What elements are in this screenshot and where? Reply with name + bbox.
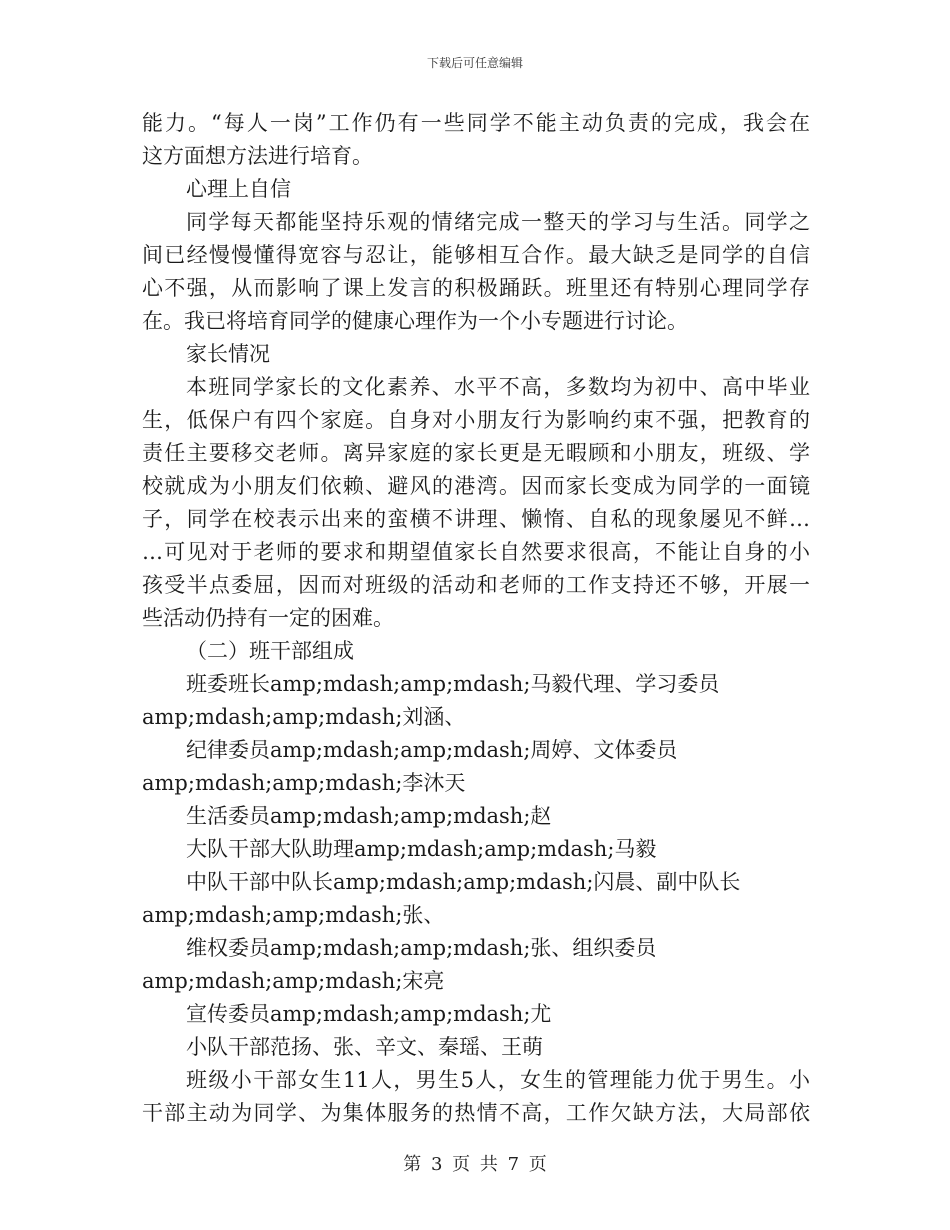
page-number: 第 3 页 共 7 页	[403, 1154, 547, 1175]
text-line: 宣传委员amp;mdash;amp;mdash;尤	[186, 1002, 552, 1026]
text-line: 在。我已将培育同学的健康心理作为一个小专题进行讨论。	[142, 309, 688, 333]
text-line: 能力。“每人一岗”工作仍有一些同学不能主动负责的完成，我会在	[142, 111, 810, 135]
text-line: amp;mdash;amp;mdash;宋亮	[142, 969, 445, 993]
text-line: 维权委员amp;mdash;amp;mdash;张、组织委员	[186, 936, 657, 960]
text-line: 责任主要移交老师。离异家庭的家长更是无暇顾和小朋友，班级、学	[142, 441, 810, 465]
text-line: 这方面想方法进行培育。	[142, 144, 373, 168]
text-line: 本班同学家长的文化素养、水平不高，多数均为初中、高中毕业	[186, 375, 810, 399]
text-line: 班委班长amp;mdash;amp;mdash;马毅代理、学习委员	[186, 672, 720, 696]
text-line: 班级小干部女生11人，男生5人，女生的管理能力优于男生。小	[186, 1068, 810, 1092]
text-line: （二）班干部组成	[186, 639, 354, 663]
text-line: 些活动仍持有一定的困难。	[142, 606, 394, 630]
page-header: 下载后可任意编辑	[426, 56, 523, 70]
text-line: amp;mdash;amp;mdash;刘涵、	[142, 705, 466, 729]
text-line: 同学每天都能坚持乐观的情绪完成一整天的学习与生活。同学之	[186, 210, 810, 234]
text-line: 心理上自信	[186, 177, 291, 201]
text-line: 间已经慢慢懂得宽容与忍让，能够相互合作。最大缺乏是同学的自信	[142, 243, 810, 267]
text-line: 大队干部大队助理amp;mdash;amp;mdash;马毅	[186, 837, 657, 861]
text-line: 家长情况	[186, 342, 270, 366]
text-line: 生活委员amp;mdash;amp;mdash;赵	[186, 804, 552, 828]
text-line: amp;mdash;amp;mdash;张、	[142, 903, 445, 927]
text-line: 子，同学在校表示出来的蛮横不讲理、懒惰、自私的现象屡见不鲜…	[142, 507, 810, 531]
text-line: …可见对于老师的要求和期望值家长自然要求很高，不能让自身的小	[142, 540, 810, 564]
text-line: 纪律委员amp;mdash;amp;mdash;周婷、文体委员	[186, 738, 678, 762]
text-line: 小队干部范扬、张、辛文、秦瑶、王萌	[186, 1035, 543, 1059]
text-line: 生，低保户有四个家庭。自身对小朋友行为影响约束不强，把教育的	[142, 408, 810, 432]
text-line: 干部主动为同学、为集体服务的热情不高，工作欠缺方法，大局部依	[142, 1101, 810, 1125]
text-line: 中队干部中队长amp;mdash;amp;mdash;闪晨、副中队长	[186, 870, 741, 894]
document-body	[142, 107, 810, 1130]
text-line: 校就成为小朋友们依赖、避风的港湾。因而家长变成为同学的一面镜	[142, 474, 810, 498]
text-line: amp;mdash;amp;mdash;李沐天	[142, 771, 466, 795]
text-line: 孩受半点委屈，因而对班级的活动和老师的工作支持还不够，开展一	[142, 573, 810, 597]
text-line: 心不强，从而影响了课上发言的积极踊跃。班里还有特别心理同学存	[142, 276, 810, 300]
